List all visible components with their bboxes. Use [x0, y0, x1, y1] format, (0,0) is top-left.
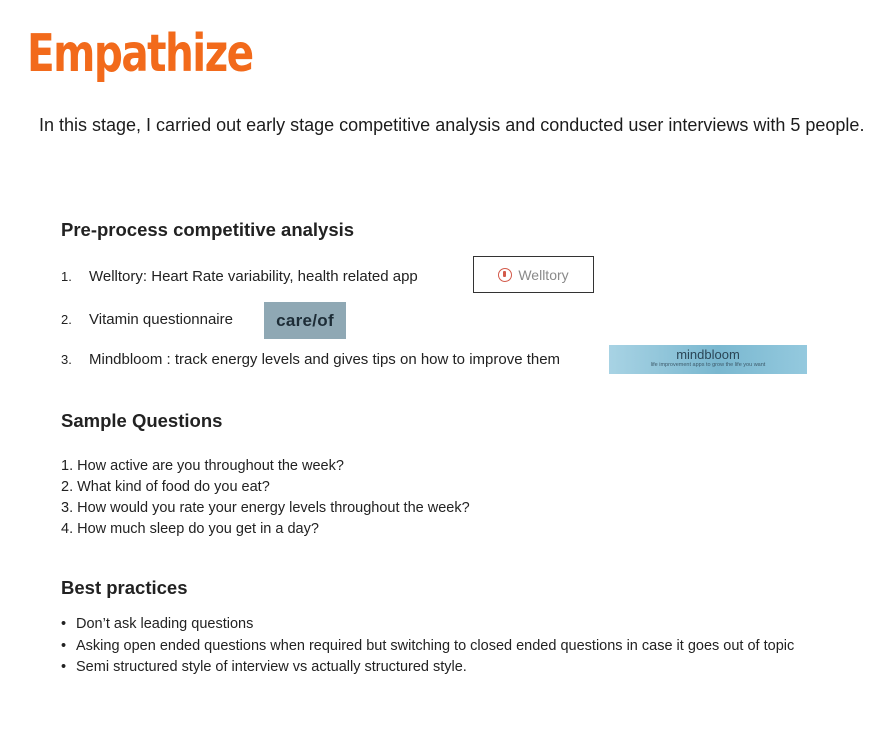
- list-item: 2. What kind of food do you eat?: [61, 479, 270, 495]
- list-item-text: Don’t ask leading questions: [76, 616, 254, 632]
- page-title: Empathize: [27, 24, 253, 84]
- mindbloom-logo: [609, 345, 807, 374]
- welltory-logo-text: Welltory: [518, 266, 569, 283]
- mindbloom-logo-text: mindbloom: [676, 347, 740, 362]
- sample-questions-heading: Sample Questions: [61, 410, 223, 431]
- list-item: [61, 657, 794, 679]
- list-item-text: Semi structured style of interview vs actually structured style.: [76, 659, 467, 675]
- list-number: 2.: [61, 312, 72, 327]
- list-item-text: Asking open ended questions when required but switching to closed ended questions in case it goes out of topic: [76, 637, 795, 654]
- careof-logo-text: care/of: [276, 310, 334, 330]
- list-item: 3. How would you rate your energy levels throughout the week?: [61, 500, 470, 516]
- bullet-icon: •: [61, 637, 67, 654]
- list-item: 4. How much sleep do you get in a day?: [61, 521, 319, 537]
- best-practices-heading: Best practices: [61, 577, 188, 598]
- bullet-icon: •: [61, 659, 67, 675]
- competitor-item-welltory: [61, 268, 418, 285]
- list-number: 3.: [61, 352, 72, 367]
- intro-paragraph: In this stage, I carried out early stage competitive analysis and conducted user interviews with 5 people.: [39, 115, 865, 135]
- list-number: 1.: [61, 269, 72, 284]
- list-item-text: Mindbloom : track energy levels and gives tips on how to improve them: [89, 351, 561, 368]
- list-item: 1. How active are you throughout the week?: [61, 458, 344, 474]
- list-item: [61, 636, 794, 658]
- list-item-text: Vitamin questionnaire: [89, 311, 233, 328]
- welltory-icon: [498, 268, 512, 282]
- careof-logo: [264, 302, 346, 339]
- list-item-text: Welltory: Heart Rate variability, health related app: [89, 268, 418, 285]
- competitive-analysis-heading: Pre-process competitive analysis: [61, 219, 355, 240]
- questions-list: [61, 456, 470, 540]
- bullet-icon: •: [61, 616, 67, 632]
- welltory-logo: [473, 256, 594, 293]
- mindbloom-tagline: life improvement apps to grow the life you want: [650, 362, 766, 368]
- competitor-item-mindbloom: [61, 351, 560, 368]
- practices-list: [61, 614, 794, 679]
- list-item: [61, 614, 794, 636]
- competitor-item-vitamin: [61, 311, 233, 328]
